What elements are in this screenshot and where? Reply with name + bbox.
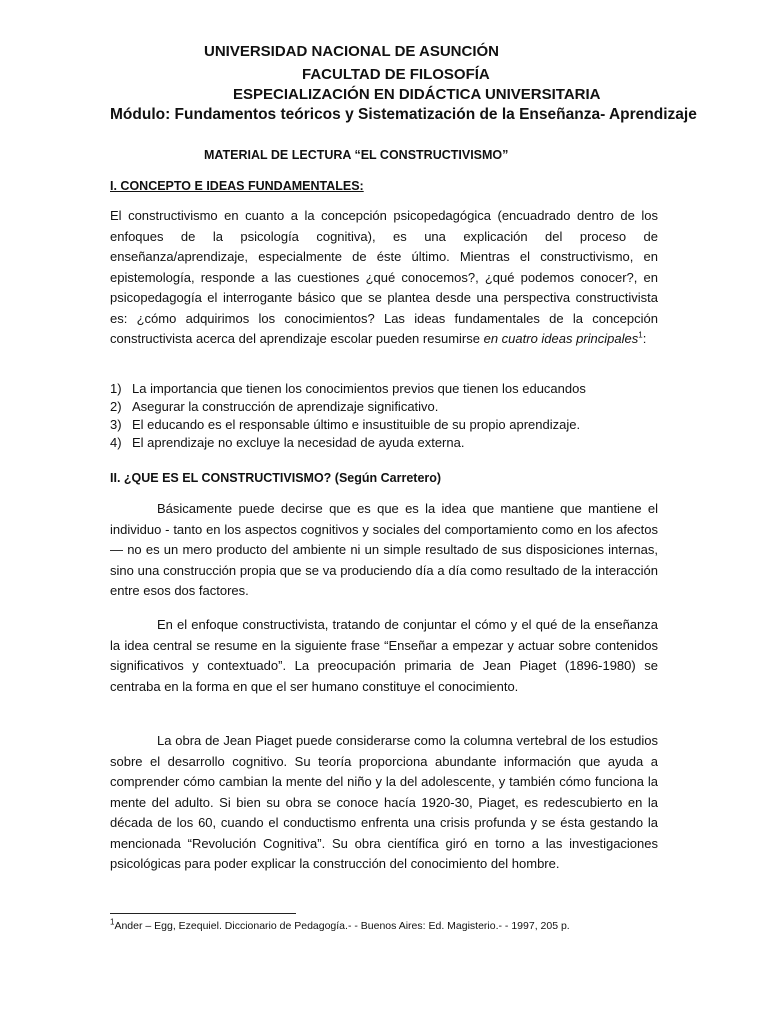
footnote-mark: 1 xyxy=(110,917,115,927)
section-2-heading: II. ¿QUE ES EL CONSTRUCTIVISMO? (Según Carretero) xyxy=(110,471,442,485)
section-1-heading: I. CONCEPTO E IDEAS FUNDAMENTALES: xyxy=(110,179,364,193)
list-item xyxy=(110,380,586,398)
section-1-paragraph-main: El constructivismo en cuanto a la concepción psicopedagógica (encuadrado dentro de los enfoques de la psicología cognitiva), es una explicación del proceso de enseñanza/aprendizaje, especialmente de éste último. Mientras el constructivismo, en epistemología, responde a las cuestiones ¿qué conocemos?, ¿qué podemos conocer?, en psicopedagogía el interrogante básico que se plantea desde una perspectiva constructivista es: ¿cómo adquirimos los conocimientos? Las ideas fundamentales de la concepción constructivista acerca del aprendizaje escolar pueden resumirse xyxy=(110,208,658,346)
list-item-text: La importancia que tienen los conocimientos previos que tienen los educandos xyxy=(132,381,586,396)
section-1-paragraph-end: : xyxy=(642,331,647,346)
footnote xyxy=(110,917,570,932)
list-item-number: 2) xyxy=(110,399,122,414)
list-item xyxy=(110,416,586,434)
university-heading: UNIVERSIDAD NACIONAL DE ASUNCIÓN xyxy=(204,43,500,60)
section-1-paragraph xyxy=(110,206,658,350)
list-item-number: 1) xyxy=(110,381,122,396)
list-item-number: 4) xyxy=(110,435,122,450)
footnote-reference[interactable]: 1 xyxy=(638,330,643,340)
module-heading: Módulo: Fundamentos teóricos y Sistematización de la Enseñanza- Aprendizaje xyxy=(110,106,697,123)
material-title: MATERIAL DE LECTURA “EL CONSTRUCTIVISMO” xyxy=(204,148,509,162)
faculty-heading: FACULTAD DE FILOSOFÍA xyxy=(302,66,490,83)
footnote-divider xyxy=(110,913,296,914)
list-item xyxy=(110,434,586,452)
list-item-number: 3) xyxy=(110,417,122,432)
list-item xyxy=(110,398,586,416)
list-item-text: Asegurar la construcción de aprendizaje significativo. xyxy=(132,399,439,414)
list-item-text: El educando es el responsable último e insustituible de su propio aprendizaje. xyxy=(132,417,581,432)
section-2-paragraph-2: En el enfoque constructivista, tratando de conjuntar el cómo y el qué de la enseñanza la idea central se resume en la siguiente frase “Enseñar a empezar y actuar sobre contenidos significativos y contextuado”. La preocupación primaria de Jean Piaget (1896-1980) se centraba en la forma en que el ser humano constituye el conocimiento. xyxy=(110,617,658,694)
footnote-text: Ander – Egg, Ezequiel. Diccionario de Pedagogía.- - Buenos Aires: Ed. Magisterio.- - 1997, 205 p. xyxy=(114,920,570,932)
section-1-paragraph-italic: en cuatro ideas principales xyxy=(483,331,639,346)
section-2-paragraph-3: La obra de Jean Piaget puede considerarse como la columna vertebral de los estudios sobre el desarrollo cognitivo. Su teoría proporciona abundante información que ayuda a comprender cómo cambian la mente del niño y la del adolescente, y también cómo funciona la mente del adulto. Si bien su obra se conoce hacía 1920-30, Piaget, es redescubierto en la década de los 60, cuando el conductismo enfrenta una crisis profunda y se ésta gestando la mencionada “Revolución Cognitiva”. Su obra científica giró en torno a las investigaciones psicológicas para poder explicar la construcción del conocimiento del hombre. xyxy=(110,733,658,871)
specialization-heading: ESPECIALIZACIÓN EN DIDÁCTICA UNIVERSITARIA xyxy=(233,86,601,103)
section-2-paragraph-1: Básicamente puede decirse que es que es la idea que mantiene que mantiene el individuo - tanto en los aspectos cognitivos y sociales del comportamiento como en los afectos — no es un mero producto del ambiente ni un simple resultado de sus disposiciones internas, sino una construcción propia que se va produciendo día a día como resultado de la interacción entre esos dos factores. xyxy=(110,501,658,598)
list-item-text: El aprendizaje no excluye la necesidad de ayuda externa. xyxy=(132,435,465,450)
ideas-list xyxy=(110,380,586,452)
